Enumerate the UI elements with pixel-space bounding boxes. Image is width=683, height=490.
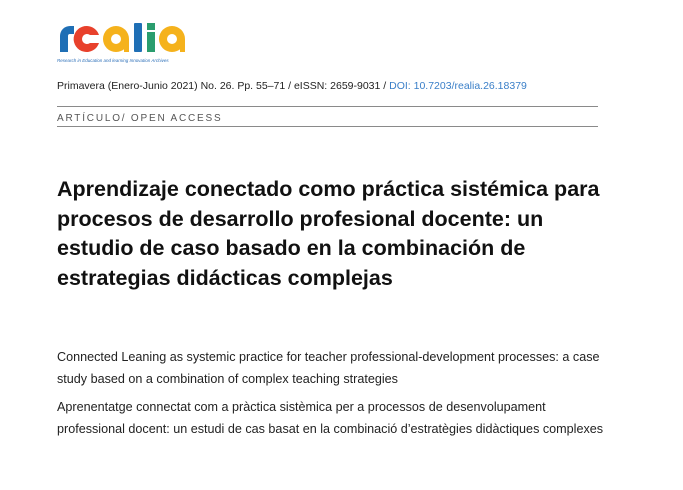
realia-logo xyxy=(57,22,197,66)
divider-bottom xyxy=(57,126,598,127)
article-title: Aprendizaje conectado como práctica sistémica para procesos de desarrollo profesional docente: un estudio de caso basado en la combinación de estrategias didácticas complejas xyxy=(57,177,600,290)
citation-text: Primavera (Enero-Junio 2021) No. 26. Pp. 55–71 / eISSN: 2659-9031 / xyxy=(57,80,390,92)
divider-top xyxy=(57,106,598,107)
article-title-catalan: Aprenentatge connectat com a pràctica sistèmica per a processos de desenvolupament professional docent: un estudi de cas basat en la combinació d’estratègies didàctiques complexes xyxy=(57,400,604,436)
doi-link[interactable]: DOI: 10.7203/realia.26.18379 xyxy=(389,80,527,92)
citation-line xyxy=(57,80,617,92)
section-label: ARTÍCULO/ OPEN ACCESS xyxy=(57,113,223,124)
article-title-english: Connected Leaning as systemic practice for teacher professional-development processes: a case study based on a combination of complex teaching strategies xyxy=(57,350,600,386)
realia-logo-mark xyxy=(57,22,197,56)
logo-tagline: Research in Education and learning Innovation Archives xyxy=(57,58,169,63)
